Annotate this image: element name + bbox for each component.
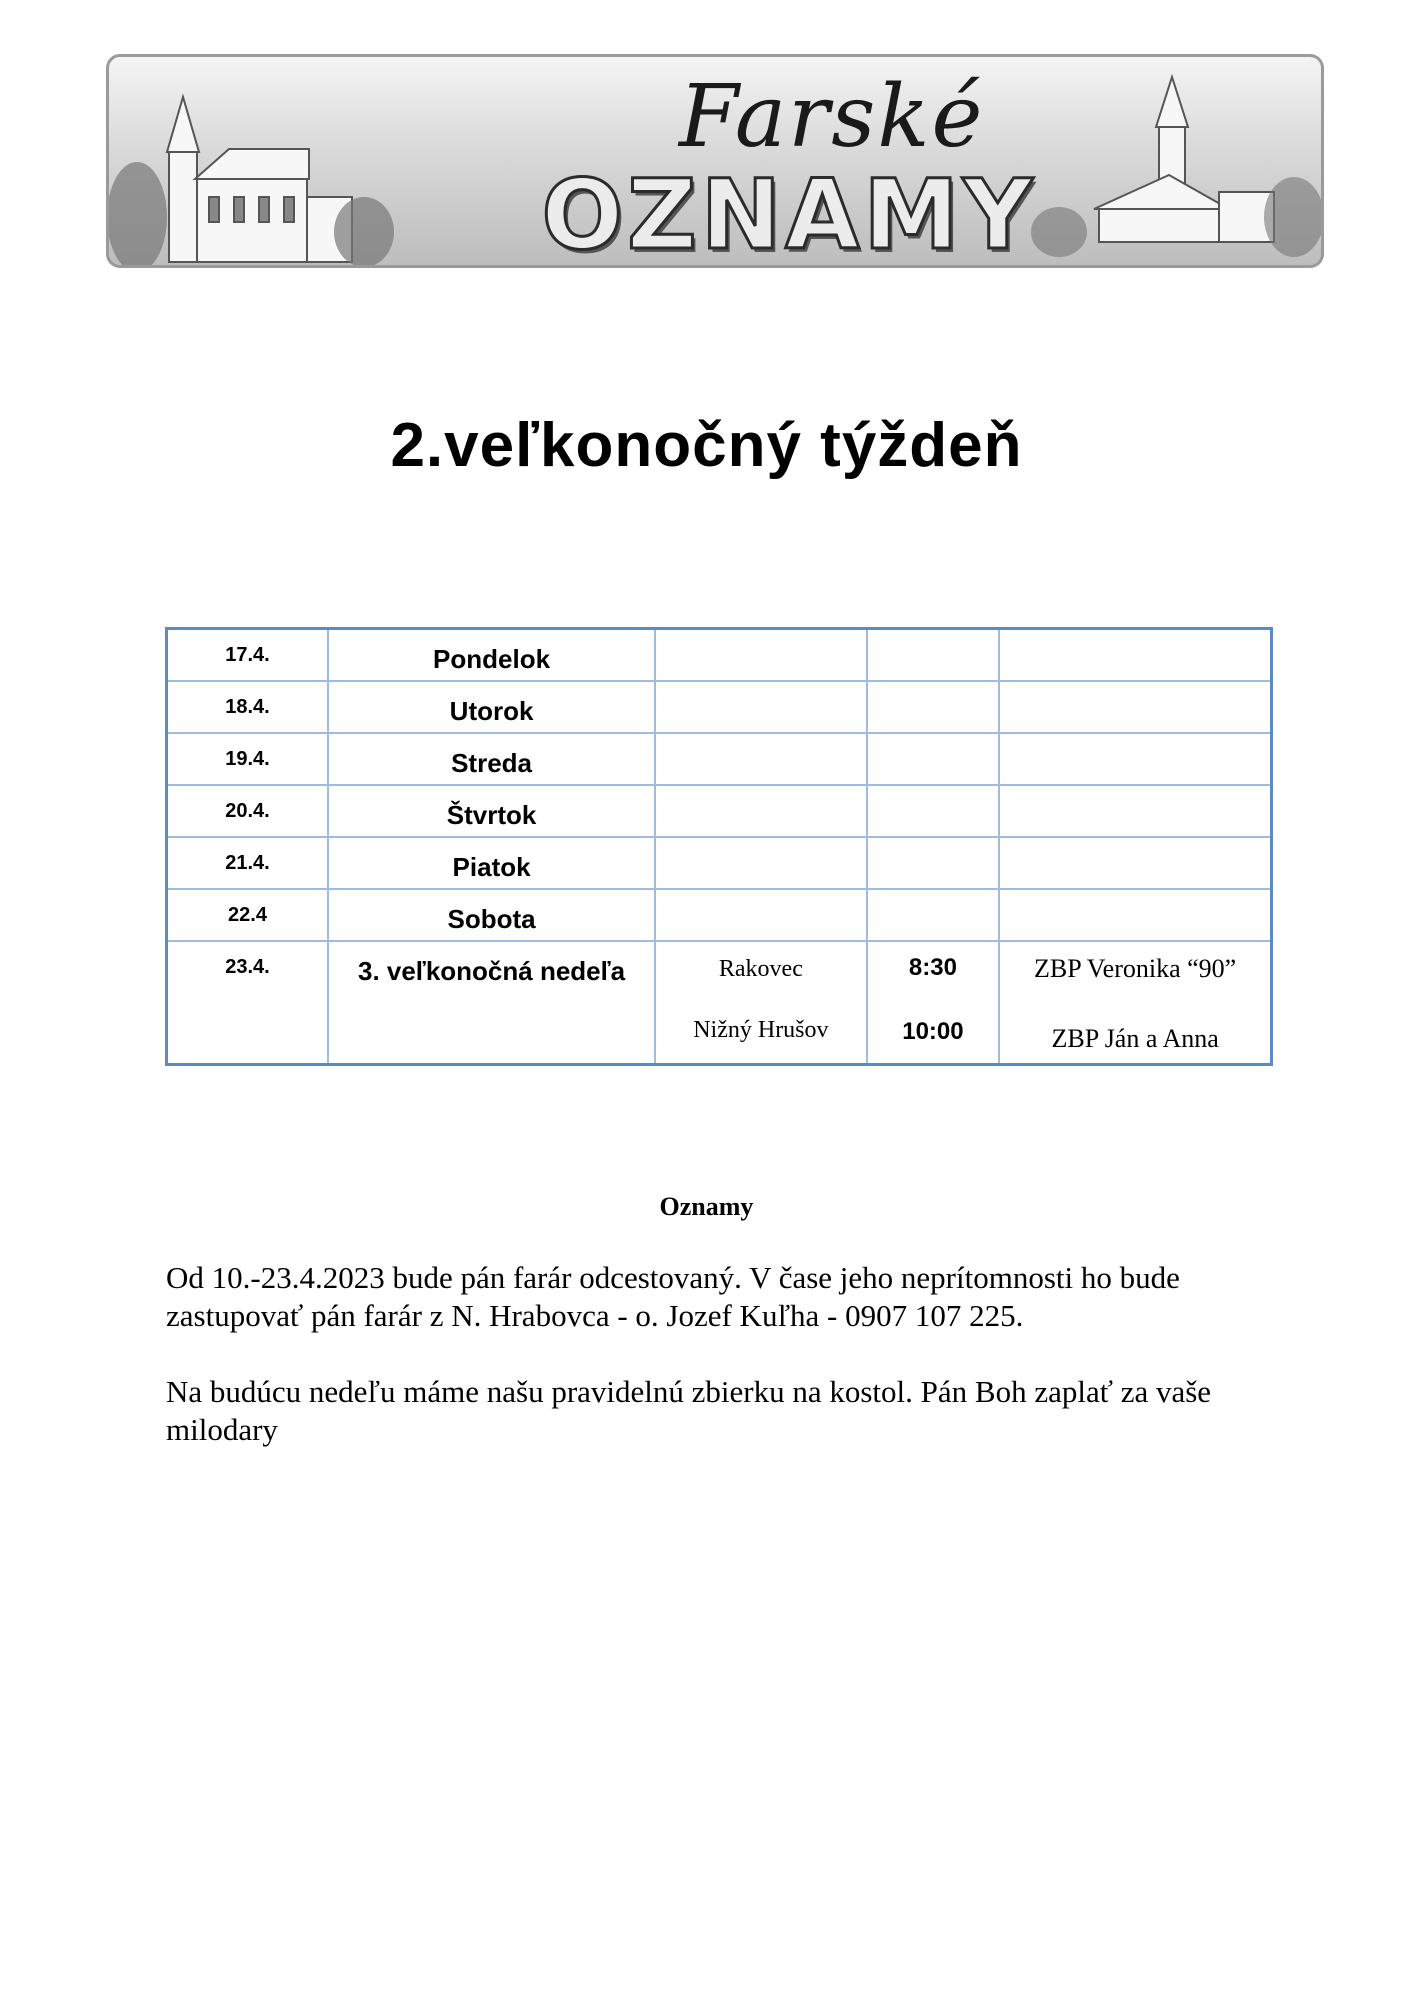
mass-intention-2: ZBP Ján a Anna [1051, 1023, 1219, 1053]
intention-cell [999, 941, 1271, 1065]
day-cell: Streda [328, 733, 655, 785]
place-cell [655, 629, 866, 681]
day-cell: 3. veľkonočná nedeľa [328, 941, 655, 1065]
mass-place-1: Rakovec [718, 955, 803, 982]
header-banner [106, 54, 1324, 268]
place-cell [655, 733, 866, 785]
banner-script-title: Farské [679, 67, 985, 167]
announcement-paragraph: Na budúcu nedeľu máme našu pravidelnú zbierku na kostol. Pán Boh zaplať za vaše milodary [166, 1374, 1212, 1447]
intention-cell [999, 733, 1271, 785]
place-cell [655, 681, 866, 733]
page-title: 2.veľkonočný týždeň [390, 411, 1023, 480]
table-row [167, 629, 1272, 681]
intention-cell [999, 629, 1271, 681]
intention-cell [999, 837, 1271, 889]
banner-main-title: OZNAMY [541, 159, 1037, 268]
left-church-image [167, 97, 352, 262]
time-cell [867, 681, 1000, 733]
time-cell [867, 837, 1000, 889]
table-row [167, 733, 1272, 785]
intention-cell [999, 785, 1271, 837]
date-cell: 19.4. [167, 733, 328, 785]
time-cell [867, 733, 1000, 785]
announcement-paragraph: Od 10.-23.4.2023 bude pán farár odcestovaný. V čase jeho neprítomnosti ho bude zastupovať pán farár z N. Hrabovca - o. Jozef Kuľha - 0907 107 225. [166, 1260, 1180, 1333]
table-row [167, 681, 1272, 733]
table-row [167, 889, 1272, 941]
mass-intention-1: ZBP Veronika “90” [1034, 953, 1237, 983]
place-cell [655, 837, 866, 889]
date-cell: 18.4. [167, 681, 328, 733]
date-cell: 22.4 [167, 889, 328, 941]
table-row [167, 785, 1272, 837]
time-cell [867, 889, 1000, 941]
day-cell: Utorok [328, 681, 655, 733]
day-cell: Piatok [328, 837, 655, 889]
date-cell: 20.4. [167, 785, 328, 837]
date-cell: 17.4. [167, 629, 328, 681]
day-cell: Sobota [328, 889, 655, 941]
mass-schedule-table [165, 627, 1273, 1066]
mass-place-2: Nižný Hrušov [693, 1016, 829, 1043]
place-cell [655, 889, 866, 941]
date-cell: 21.4. [167, 837, 328, 889]
table-row-sunday [167, 941, 1272, 1065]
time-cell [867, 629, 1000, 681]
mass-time-2: 10:00 [902, 1017, 964, 1045]
table-row [167, 837, 1272, 889]
mass-time-1: 8:30 [908, 953, 957, 981]
date-cell: 23.4. [167, 941, 328, 1065]
place-cell [655, 785, 866, 837]
intention-cell [999, 889, 1271, 941]
day-cell: Štvrtok [328, 785, 655, 837]
intention-cell [999, 681, 1271, 733]
time-cell [867, 785, 1000, 837]
time-cell [867, 941, 1000, 1065]
day-cell: Pondelok [328, 629, 655, 681]
place-cell [655, 941, 866, 1065]
announcements-heading: Oznamy [659, 1192, 754, 1221]
